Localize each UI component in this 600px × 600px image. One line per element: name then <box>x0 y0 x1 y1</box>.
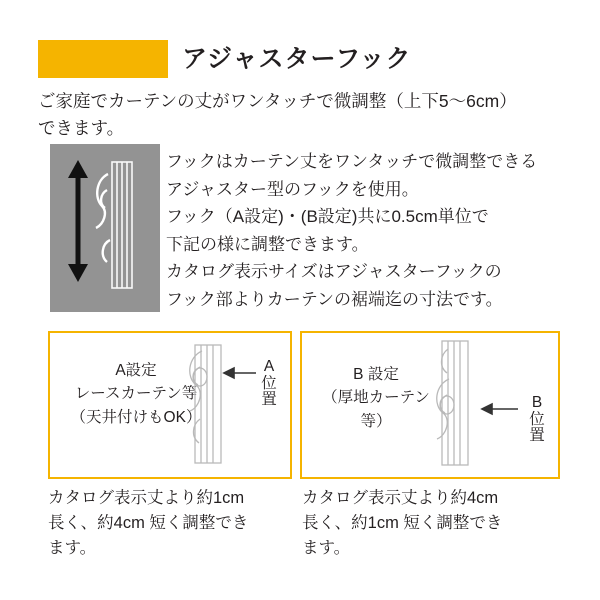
setting-a-diagram <box>50 333 290 477</box>
setting-b-box <box>300 331 560 479</box>
setting-a-label-line: （天井付けもOK） <box>70 408 202 426</box>
setting-a-caption-line: カタログ表示丈より約1cm <box>48 489 245 507</box>
setting-a-label-line: A設定 <box>115 362 157 379</box>
setting-b-caption-line: ます。 <box>302 538 351 557</box>
description-paragraph <box>166 148 566 313</box>
setting-a-caption-line: ます。 <box>48 538 97 557</box>
setting-b-label-line: （厚地カーテン等） <box>322 389 430 430</box>
intro-line-2: できます。 <box>38 118 125 139</box>
setting-b-position-label: B 位 置 <box>529 394 545 445</box>
description-line: 下記の様に調整できます。 <box>166 234 369 254</box>
title-inner <box>168 40 562 78</box>
setting-b-arrow-icon <box>482 404 518 414</box>
description-line: フック（A設定)・(B設定)共に0.5cm単位で <box>166 207 489 227</box>
setting-a-box <box>48 331 292 479</box>
description-line: アジャスター型のフックを使用。 <box>166 179 419 199</box>
hook-tape-illustration <box>112 162 132 288</box>
setting-b-diagram <box>302 333 558 477</box>
setting-b-label-line: B 設定 <box>353 366 399 383</box>
page-title: アジャスターフック <box>182 44 412 73</box>
setting-a-label-line: レースカーテン等 <box>74 385 198 403</box>
description-line: フック部よりカーテンの裾端迄の寸法です。 <box>166 289 503 309</box>
description-line: フックはカーテン丈をワンタッチで微調整できる <box>166 152 538 171</box>
setting-b-caption-line: 長く、約1cm 短く調整でき <box>302 513 503 532</box>
intro-line-1: ご家庭でカーテンの丈がワンタッチで微調整（上下5〜6cm） <box>38 91 517 111</box>
up-down-arrow-icon <box>68 160 88 282</box>
setting-a-arrow-icon <box>224 368 256 378</box>
setting-a-caption <box>48 486 294 560</box>
setting-b-caption-line: カタログ表示丈より約4cm <box>302 489 499 507</box>
intro-paragraph <box>38 88 568 142</box>
hook-shape-illustration <box>96 174 110 262</box>
title-banner <box>38 40 562 78</box>
photo-illustration <box>50 144 160 312</box>
setting-a-position-label: A 位 置 <box>261 358 277 409</box>
adjuster-hook-photo <box>50 144 160 312</box>
setting-a-caption-line: 長く、約4cm 短く調整でき <box>48 513 249 532</box>
description-line: カタログ表示サイズはアジャスターフックの <box>166 262 502 282</box>
setting-b-caption <box>302 486 564 560</box>
